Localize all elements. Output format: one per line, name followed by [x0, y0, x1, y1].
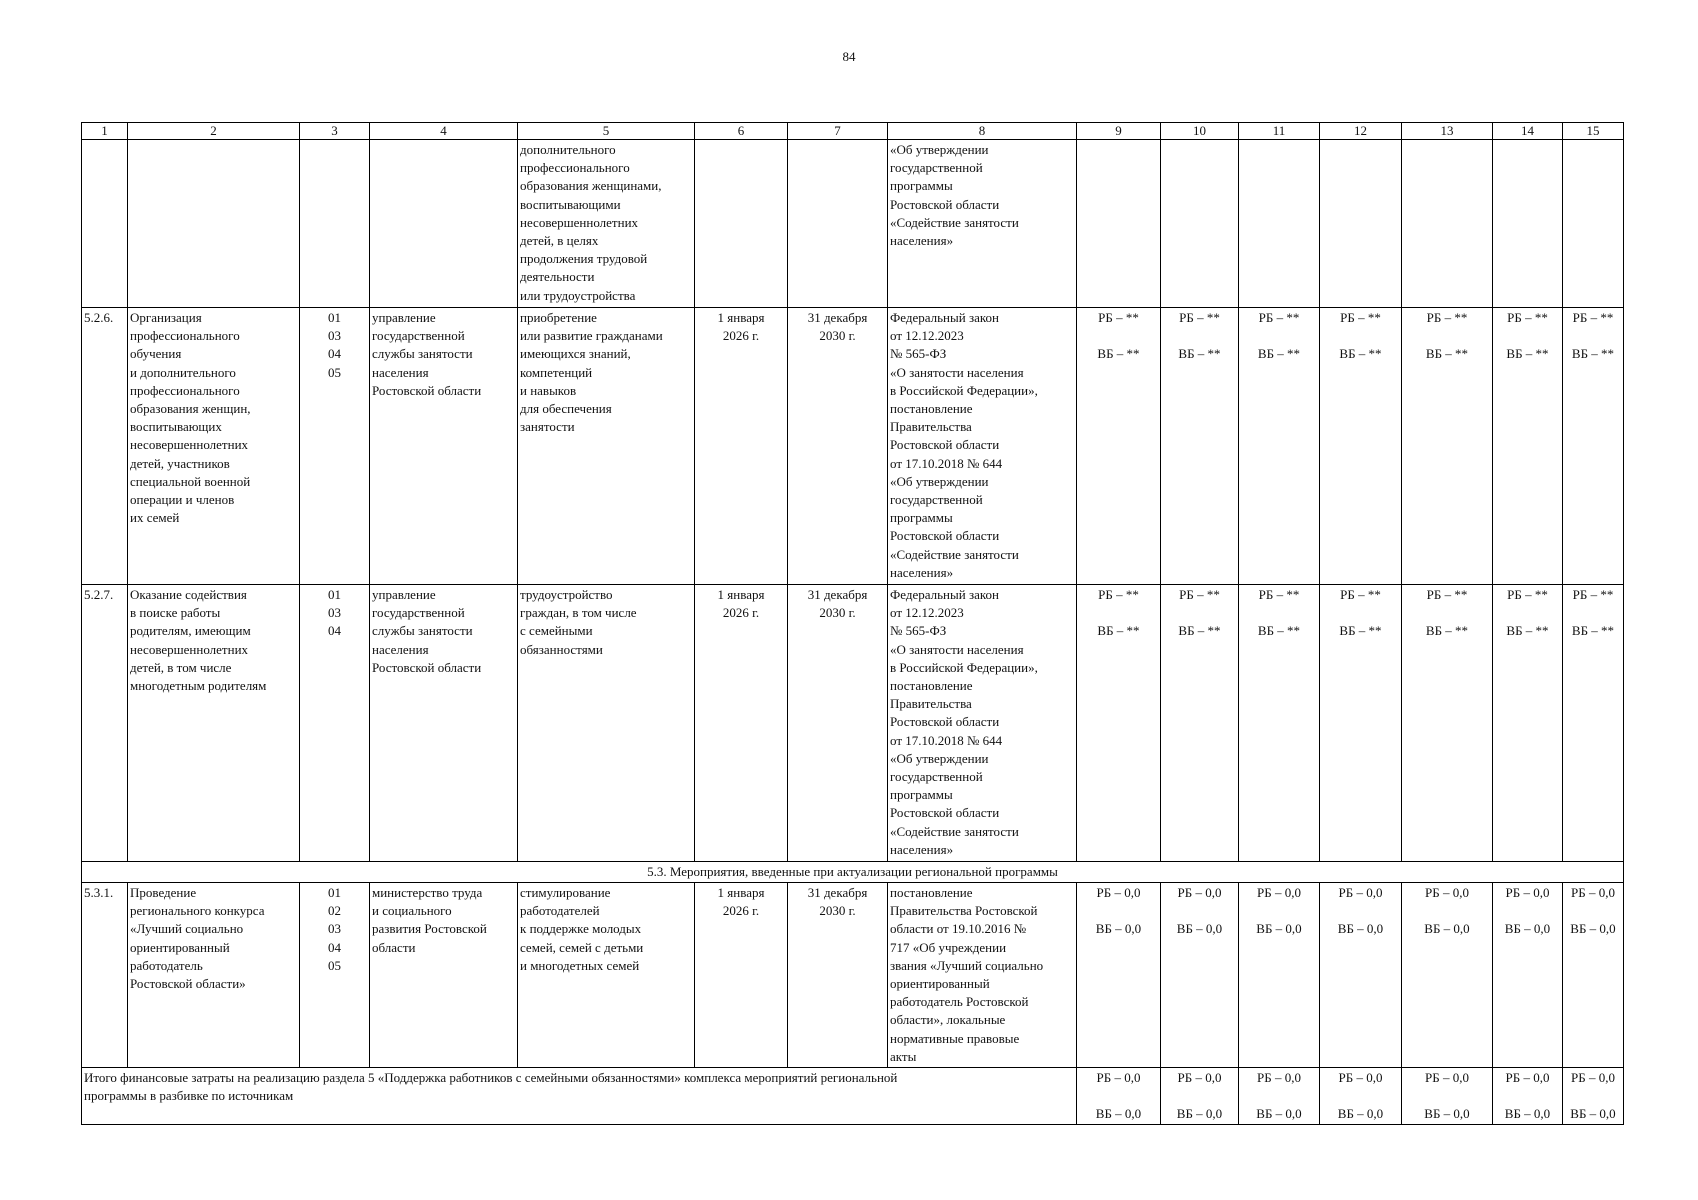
- funding-cell: [1493, 883, 1563, 1068]
- funding-cell: [1161, 308, 1239, 585]
- funding-cell: [1563, 308, 1624, 585]
- measures-table: [81, 122, 1624, 1125]
- funding-rb: РБ – **: [1426, 310, 1468, 325]
- funding-rb: РБ – **: [1258, 310, 1300, 325]
- column-header: 8: [888, 123, 1077, 140]
- funding-rb: РБ – 0,0: [1505, 1070, 1550, 1086]
- column-header: 9: [1077, 123, 1161, 140]
- total-funding-cell: [1493, 1068, 1563, 1125]
- total-funding-cell: [1402, 1068, 1493, 1125]
- funding-cell: [1077, 883, 1161, 1068]
- section-heading: 5.3. Мероприятия, введенные при актуализации региональной программы: [82, 862, 1624, 883]
- column-numbers-row: [82, 123, 1624, 140]
- end-date: 31 декабря 2030 г.: [788, 308, 888, 585]
- row-number: 5.2.7.: [82, 585, 128, 862]
- funding-cell: [1402, 585, 1493, 862]
- result-cell: дополнительного профессионального образования женщинами, воспитывающими несовершеннолетних детей, в целях продолжения трудовой деятельности или трудоустройства: [518, 140, 695, 308]
- funding-rb: РБ – 0,0: [1177, 1070, 1222, 1086]
- legal-basis: Федеральный закон от 12.12.2023 № 565-ФЗ «О занятости населения в Российской Федерации», постановление Правительства Ростовской области от 17.10.2018 № 644 «Об утверждении государственной программы Ростовской области «Содействие занятости населения»: [888, 585, 1077, 862]
- basis-cell: «Об утверждении государственной программы Ростовской области «Содействие занятости населения»: [888, 140, 1077, 308]
- funding-rb: РБ – 0,0: [1425, 885, 1469, 900]
- total-funding-cell: [1161, 1068, 1239, 1125]
- total-funding-cell: [1320, 1068, 1402, 1125]
- funding-vb: ВБ – **: [1425, 346, 1469, 361]
- column-header: 11: [1239, 123, 1320, 140]
- funding-cell: [1239, 883, 1320, 1068]
- column-header: 3: [300, 123, 370, 140]
- total-funding-cell: [1077, 1068, 1161, 1125]
- funding-cell: [1161, 883, 1239, 1068]
- start-date: 1 января 2026 г.: [695, 585, 788, 862]
- funding-rb: РБ – 0,0: [1096, 885, 1141, 900]
- legal-basis: Федеральный закон от 12.12.2023 № 565-ФЗ «О занятости населения в Российской Федерации», постановление Правительства Ростовской области от 17.10.2018 № 644 «Об утверждении государственной программы Ростовской области «Содействие занятости населения»: [888, 308, 1077, 585]
- funding-vb: ВБ – **: [1571, 346, 1615, 361]
- section-heading-row: [82, 862, 1624, 883]
- funding-cell: [1402, 883, 1493, 1068]
- funding-rb: РБ – 0,0: [1571, 885, 1615, 900]
- executor: министерство труда и социального развития Ростовской области: [370, 883, 518, 1068]
- funding-cell: [1320, 585, 1402, 862]
- funding-rb: РБ – **: [1426, 587, 1468, 602]
- result: приобретение или развитие гражданами имеющихся знаний, компетенций и навыков для обеспечения занятости: [518, 308, 695, 585]
- column-header: 6: [695, 123, 788, 140]
- funding-vb: ВБ – 0,0: [1424, 1106, 1470, 1122]
- funding-vb: ВБ – 0,0: [1095, 921, 1142, 936]
- funding-rb: РБ – 0,0: [1096, 1070, 1141, 1086]
- column-header: 15: [1563, 123, 1624, 140]
- executor: управление государственной службы занятости населения Ростовской области: [370, 308, 518, 585]
- funding-rb: РБ – **: [1098, 587, 1139, 602]
- funding-rb: РБ – **: [1572, 310, 1614, 325]
- column-header: 13: [1402, 123, 1493, 140]
- funding-rb: РБ – 0,0: [1257, 1070, 1301, 1086]
- row-number: 5.2.6.: [82, 308, 128, 585]
- funding-vb: ВБ – **: [1339, 346, 1382, 361]
- total-funding-cell: [1239, 1068, 1320, 1125]
- funding-cell: [1239, 585, 1320, 862]
- funding-vb: ВБ – **: [1257, 623, 1301, 638]
- funding-vb: ВБ – **: [1178, 623, 1221, 638]
- funding-rb: РБ – 0,0: [1338, 885, 1383, 900]
- column-header: 2: [128, 123, 300, 140]
- funding-rb: РБ – **: [1340, 587, 1381, 602]
- end-date: 31 декабря 2030 г.: [788, 883, 888, 1068]
- executor: управление государственной службы занятости населения Ростовской области: [370, 585, 518, 862]
- funding-cell: [1161, 585, 1239, 862]
- column-header: 1: [82, 123, 128, 140]
- funding-cell: [1402, 308, 1493, 585]
- funding-rb: РБ – **: [1507, 310, 1548, 325]
- column-header: 7: [788, 123, 888, 140]
- measure-name: Организация профессионального обучения и дополнительного профессионального образования женщин, воспитывающих несовершеннолетних детей, участников специальной военной операции и членов их семей: [128, 308, 300, 585]
- total-label: Итого финансовые затраты на реализацию раздела 5 «Поддержка работников с семейными обязанностями» комплекса мероприятий региональной программы в разбивке по источникам: [82, 1068, 1077, 1125]
- funding-vb: ВБ – 0,0: [1095, 1106, 1142, 1122]
- page-number: 84: [842, 49, 856, 64]
- funding-cell: [1320, 883, 1402, 1068]
- start-date: 1 января 2026 г.: [695, 308, 788, 585]
- funding-rb: РБ – 0,0: [1257, 885, 1301, 900]
- funding-vb: ВБ – 0,0: [1256, 1106, 1302, 1122]
- funding-vb: ВБ – 0,0: [1570, 1106, 1616, 1122]
- result: стимулирование работодателей к поддержке молодых семей, семей с детьми и многодетных семей: [518, 883, 695, 1068]
- funding-cell: [1077, 308, 1161, 585]
- funding-vb: ВБ – **: [1506, 623, 1549, 638]
- funding-vb: ВБ – 0,0: [1504, 1106, 1551, 1122]
- end-date: 31 декабря 2030 г.: [788, 585, 888, 862]
- funding-vb: ВБ – **: [1097, 346, 1140, 361]
- funding-vb: ВБ – **: [1097, 623, 1140, 638]
- column-header: 5: [518, 123, 695, 140]
- funding-vb: ВБ – 0,0: [1256, 921, 1302, 936]
- measure-name: Проведение регионального конкурса «Лучший социально ориентированный работодатель Ростовской области»: [128, 883, 300, 1068]
- column-header: 4: [370, 123, 518, 140]
- funding-vb: ВБ – 0,0: [1176, 921, 1223, 936]
- funding-rb: РБ – **: [1098, 310, 1139, 325]
- codes: 01 02 03 04 05: [300, 883, 370, 1068]
- funding-vb: ВБ – 0,0: [1570, 921, 1616, 936]
- column-header: 12: [1320, 123, 1402, 140]
- funding-vb: ВБ – **: [1257, 346, 1301, 361]
- funding-cell: [1493, 308, 1563, 585]
- funding-rb: РБ – 0,0: [1425, 1070, 1469, 1086]
- funding-rb: РБ – **: [1507, 587, 1548, 602]
- funding-rb: РБ – **: [1179, 587, 1220, 602]
- codes: 01 03 04: [300, 585, 370, 862]
- funding-vb: ВБ – **: [1339, 623, 1382, 638]
- funding-cell: [1563, 585, 1624, 862]
- codes: 01 03 04 05: [300, 308, 370, 585]
- legal-basis: постановление Правительства Ростовской области от 19.10.2016 № 717 «Об учреждении звания «Лучший социально ориентированный работодатель Ростовской области», локальные нормативные правовые акты: [888, 883, 1077, 1068]
- funding-vb: ВБ – **: [1178, 346, 1221, 361]
- funding-rb: РБ – 0,0: [1338, 1070, 1383, 1086]
- funding-rb: РБ – **: [1572, 587, 1614, 602]
- funding-rb: РБ – **: [1258, 587, 1300, 602]
- funding-vb: ВБ – 0,0: [1176, 1106, 1223, 1122]
- funding-rb: РБ – 0,0: [1571, 1070, 1615, 1086]
- funding-rb: РБ – **: [1340, 310, 1381, 325]
- table-row-5-2-7: [82, 585, 1624, 862]
- start-date: 1 января 2026 г.: [695, 883, 788, 1068]
- funding-cell: [1563, 883, 1624, 1068]
- funding-vb: ВБ – **: [1425, 623, 1469, 638]
- continuation-row: [82, 140, 1624, 308]
- column-header: 14: [1493, 123, 1563, 140]
- funding-vb: ВБ – 0,0: [1337, 1106, 1384, 1122]
- funding-cell: [1077, 585, 1161, 862]
- total-funding-cell: [1563, 1068, 1624, 1125]
- result: трудоустройство граждан, в том числе с семейными обязанностями: [518, 585, 695, 862]
- funding-cell: [1239, 308, 1320, 585]
- funding-cell: [1493, 585, 1563, 862]
- funding-vb: ВБ – **: [1571, 623, 1615, 638]
- table-row-5-2-6: [82, 308, 1624, 585]
- row-number: 5.3.1.: [82, 883, 128, 1068]
- funding-vb: ВБ – 0,0: [1337, 921, 1384, 936]
- column-header: 10: [1161, 123, 1239, 140]
- funding-rb: РБ – 0,0: [1505, 885, 1550, 900]
- measure-name: Оказание содействия в поиске работы родителям, имеющим несовершеннолетних детей, в том числе многодетным родителям: [128, 585, 300, 862]
- funding-cell: [1320, 308, 1402, 585]
- funding-rb: РБ – **: [1179, 310, 1220, 325]
- funding-vb: ВБ – **: [1506, 346, 1549, 361]
- funding-vb: ВБ – 0,0: [1424, 921, 1470, 936]
- total-row: [82, 1068, 1624, 1125]
- funding-rb: РБ – 0,0: [1177, 885, 1222, 900]
- funding-vb: ВБ – 0,0: [1504, 921, 1551, 936]
- table-row-5-3-1: [82, 883, 1624, 1068]
